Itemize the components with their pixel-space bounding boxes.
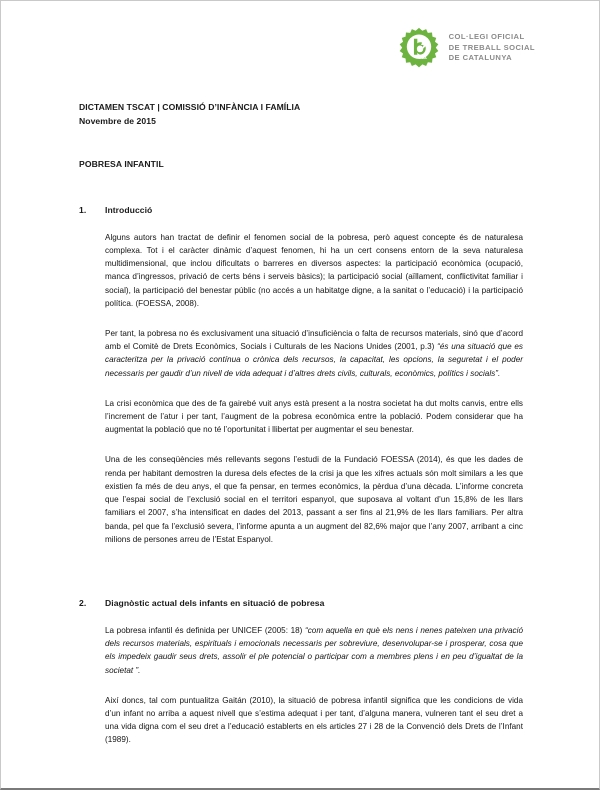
section-1-title: Introducció (105, 204, 153, 215)
section-introduccio (79, 205, 523, 546)
section-1-number: 1. (79, 204, 87, 215)
document-title (79, 101, 523, 129)
logo-cat-text: cat (417, 53, 427, 61)
section-diagnostic (79, 598, 523, 747)
section-1-heading (79, 205, 523, 215)
paragraph (105, 327, 523, 380)
section-2-number: 2. (79, 597, 87, 608)
paragraph: La crisi econòmica que des de fa gairebé vuit anys està present a la nostra societat ha dut molts canvis, entre ells l’increment de l’atur i per tant, l’augment de la pobresa econòmica entre la població. Podem considerar que ha augmentat la població que no té l’oportunitat i llibertat per augmentar el seu benestar. (105, 398, 523, 435)
logo-line-1: COL·LEGI OFICIAL (448, 31, 525, 41)
logo-wordmark (449, 32, 535, 64)
logo-line-2: DE TREBALL SOCIAL (448, 42, 535, 52)
section-2-title: Diagnòstic actual dels infants en situació de pobresa (105, 597, 325, 608)
paragraph: Una de les conseqüències més rellevants segons l’estudi de la Fundació FOESSA (2014), és que les dades de renda per habitant demostren la duresa dels efectes de la crisi ja que les xifres actuals són molt similars a les que existien fa més de deu anys, el que fa pensar, en termes econòmics, la pèrdua d’una dècada. L’informe concreta que l’espai social de l’exclusió social en el territori espanyol, que suposava al voltant d’un 15,8% de les llars familiars el 2007, s’ha intensificat en dades del 2013, passant a ser fins al 21,9% de les llars familiars. Per altra banda, pel que fa l’exclusió severa, l’informe apunta a un augment del 82,6% major que l’any 2007, arribant a cinc milions de persones arreu de l’Estat Espanyol. (105, 455, 523, 544)
document-title-line-2: Novembre de 2015 (79, 115, 156, 126)
section-2-heading (79, 598, 523, 608)
logo-line-3: DE CATALUNYA (448, 53, 513, 63)
paragraph: Així doncs, tal com puntualitza Gaitán (2010), la situació de pobresa infantil significa que les condicions de vida d’un infant no arriba a aquest nivell que s’estima adequat i per tant, d’alguna manera, vulneren tant el seu dret a una vida digna com el seu dret a l’educació establerts en els articles 27 i 28 de la Convenció dels Drets de l’Infant (1989). (105, 695, 523, 745)
tscat-logo-icon (398, 27, 440, 69)
quote-un: “és una situació que es caracteritza per la privació contínua o crònica dels recursos, la capacitat, les opcions, la seguretat i el poder necessaris per gaudir d’un nivell de vida adequat i d’altres drets civils, culturals, econòmics, polítics i socials”. (105, 342, 523, 378)
paragraph (105, 624, 523, 677)
paragraph: Alguns autors han tractat de definir el fenomen social de la pobresa, però aquest concepte és de naturalesa complexa. Tot i el caràcter dinàmic d’aquest fenomen, hi ha un cert consens entorn de la seva naturalesa multidimensional, que inclou dificultats o barreres en diversos aspectes: la participació econòmica (ocupació, manca d’ingressos, privació de certs béns i serveis bàsics); la participació social (aïllament, conflictivitat familiar i social), la participació del benestar públic (no accés a un habitatge digne, a la sanitat o l’educació) i la participació política. (FOESSA, 2008). (105, 232, 523, 308)
document-title-line-1: DICTAMEN TSCAT | COMISSIÓ D’INFÀNCIA I FAMÍLIA (79, 102, 301, 112)
paragraph-lead: La pobresa infantil és definida per UNICEF (2005: 18) (105, 625, 305, 635)
quote-unicef: “com aquella en què els nens i nenes pateixen una privació dels recursos materials, espirituals i emocionals necessaris per sobreviure, desenvolupar-se i prosperar, cosa que els impedeix gaudir seus drets, assolir el ple potencial o participar com a membres plens i en peu d’igualtat de la societat ”. (105, 625, 523, 675)
paragraph-lead: Per tant, la pobresa no és exclusivament una situació d’insuficiència o falta de recursos materials, sinó que d’acord amb el Comitè de Drets Econòmics, Socials i Culturals de les Nacions Unides (2001, p.3) (105, 329, 523, 352)
document-body (79, 101, 523, 755)
document-header (398, 27, 535, 69)
document-subject: POBRESA INFANTIL (79, 158, 164, 169)
